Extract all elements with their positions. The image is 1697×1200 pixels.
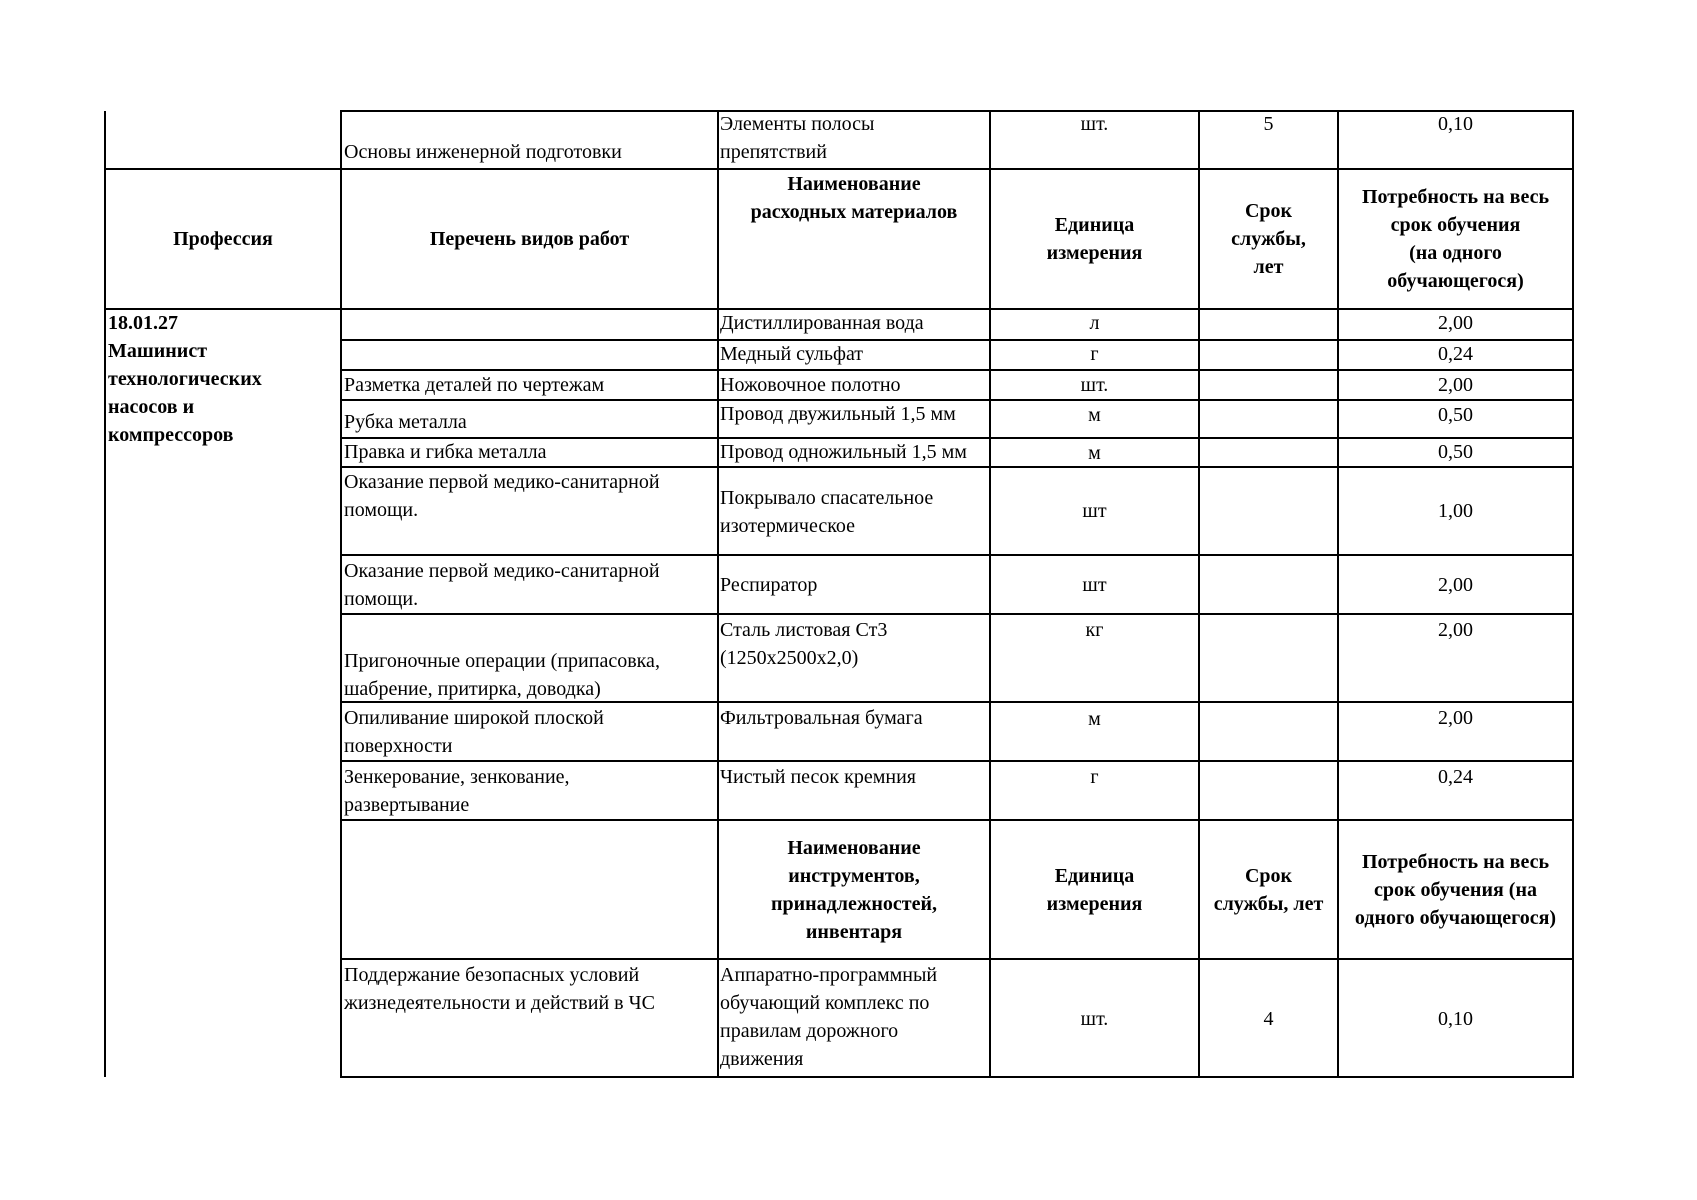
grid-line — [340, 958, 1574, 960]
header-unit-text: Единица измерения — [1046, 214, 1143, 264]
row-3-need: 2,00 — [1438, 374, 1473, 396]
header-life-text: Срок службы, лет — [1231, 200, 1306, 278]
row-1-unit: л — [1089, 312, 1100, 334]
row-9-unit: м — [1088, 708, 1101, 730]
row-5-work: Правка и гибка металла — [344, 441, 547, 463]
last-row-unit: шт. — [1080, 1008, 1109, 1030]
row-4-work: Рубка металла — [344, 411, 467, 433]
last-row-work: Поддержание безопасных условий жизнедеятельности и действий в ЧС — [344, 964, 655, 1014]
row-10-need: 0,24 — [1438, 766, 1473, 788]
last-row-need: 0,10 — [1438, 1008, 1473, 1030]
row-4-unit: м — [1088, 404, 1101, 426]
row-6-material: Покрывало спасательное изотермическое — [720, 487, 934, 537]
header2-life — [1200, 821, 1337, 958]
row-3-work: Разметка деталей по чертежам — [344, 374, 605, 396]
row-10-work: Зенкерование, зенкование, развертывание — [344, 766, 570, 816]
row-6-unit: шт — [1082, 500, 1107, 522]
header2-unit — [991, 821, 1198, 958]
row-2-material: Медный сульфат — [720, 343, 864, 365]
row-9-work: Опиливание широкой плоской поверхности — [344, 707, 604, 757]
top-row-material: Элементы полосы препятствий — [720, 113, 875, 163]
row-10-unit: г — [1090, 766, 1099, 788]
row-7-work: Оказание первой медико-санитарной помощи. — [344, 560, 660, 610]
header-works — [342, 170, 717, 308]
header-works-text: Перечень видов работ — [429, 228, 630, 250]
row-6-work: Оказание первой медико-санитарной помощи. — [344, 471, 660, 521]
header2-tools — [719, 821, 989, 958]
row-9-material: Фильтровальная бумага — [720, 707, 923, 729]
header-life — [1200, 170, 1337, 308]
top-row-need: 0,10 — [1438, 113, 1473, 135]
row-2-unit: г — [1090, 343, 1099, 365]
row-4-need: 0,50 — [1438, 404, 1473, 426]
header-materials: Наименование расходных материалов — [750, 173, 958, 223]
grid-line — [340, 760, 1574, 762]
row-1-material: Дистиллированная вода — [720, 312, 924, 334]
row-7-material: Респиратор — [720, 574, 818, 596]
header2-need-text: Потребность на весь срок обучения (на одного обучающегося) — [1354, 850, 1557, 929]
row-5-need: 0,50 — [1438, 441, 1473, 463]
row-5-material: Провод одножильный 1,5 мм — [720, 441, 967, 463]
row-8-unit: кг — [1085, 619, 1104, 641]
last-row-life: 4 — [1263, 1008, 1274, 1030]
row-9-need: 2,00 — [1438, 707, 1473, 729]
row-8-material: Сталь листовая Ст3 (1250х2500х2,0) — [720, 619, 888, 669]
row-3-material: Ножовочное полотно — [720, 374, 901, 396]
header-need-text: Потребность на весь срок обучения (на одного обучающегося) — [1361, 186, 1550, 292]
row-7-need: 2,00 — [1438, 574, 1473, 596]
row-5-unit: м — [1088, 442, 1101, 464]
grid-line — [1572, 111, 1574, 1077]
profession-cell: 18.01.27 Машинист технологических насосов и компрессоров — [108, 312, 262, 446]
grid-line — [340, 554, 1574, 556]
last-row-tool: Аппаратно-программный обучающий комплекс по правилам дорожного движения — [720, 964, 938, 1070]
grid-line — [340, 613, 1574, 615]
row-8-need: 2,00 — [1438, 619, 1473, 641]
row-7-unit: шт — [1082, 574, 1107, 596]
row-2-need: 0,24 — [1438, 343, 1473, 365]
top-row-life: 5 — [1263, 113, 1274, 135]
header2-tools-text: Наименование инструментов, принадлежностей, инвентаря — [770, 836, 938, 943]
row-4-material: Провод двужильный 1,5 мм — [720, 403, 956, 425]
header-unit — [991, 170, 1198, 308]
row-6-need: 1,00 — [1438, 500, 1473, 522]
row-8-work: Пригоночные операции (припасовка, шабрение, притирка, доводка) — [344, 650, 660, 700]
top-row-unit: шт. — [1080, 113, 1109, 135]
header-need — [1339, 170, 1572, 308]
header2-life-text: Срок службы, лет — [1213, 864, 1324, 915]
row-1-need: 2,00 — [1438, 312, 1473, 334]
header-profession — [106, 170, 340, 308]
row-10-material: Чистый песок кремния — [720, 766, 916, 788]
header2-unit-text: Единица измерения — [1046, 864, 1143, 915]
top-row-work: Основы инженерной подготовки — [344, 141, 622, 163]
header-profession-text: Профессия — [173, 228, 273, 250]
grid-line — [340, 1076, 1574, 1078]
header2-need — [1339, 821, 1572, 958]
row-3-unit: шт. — [1080, 374, 1109, 396]
